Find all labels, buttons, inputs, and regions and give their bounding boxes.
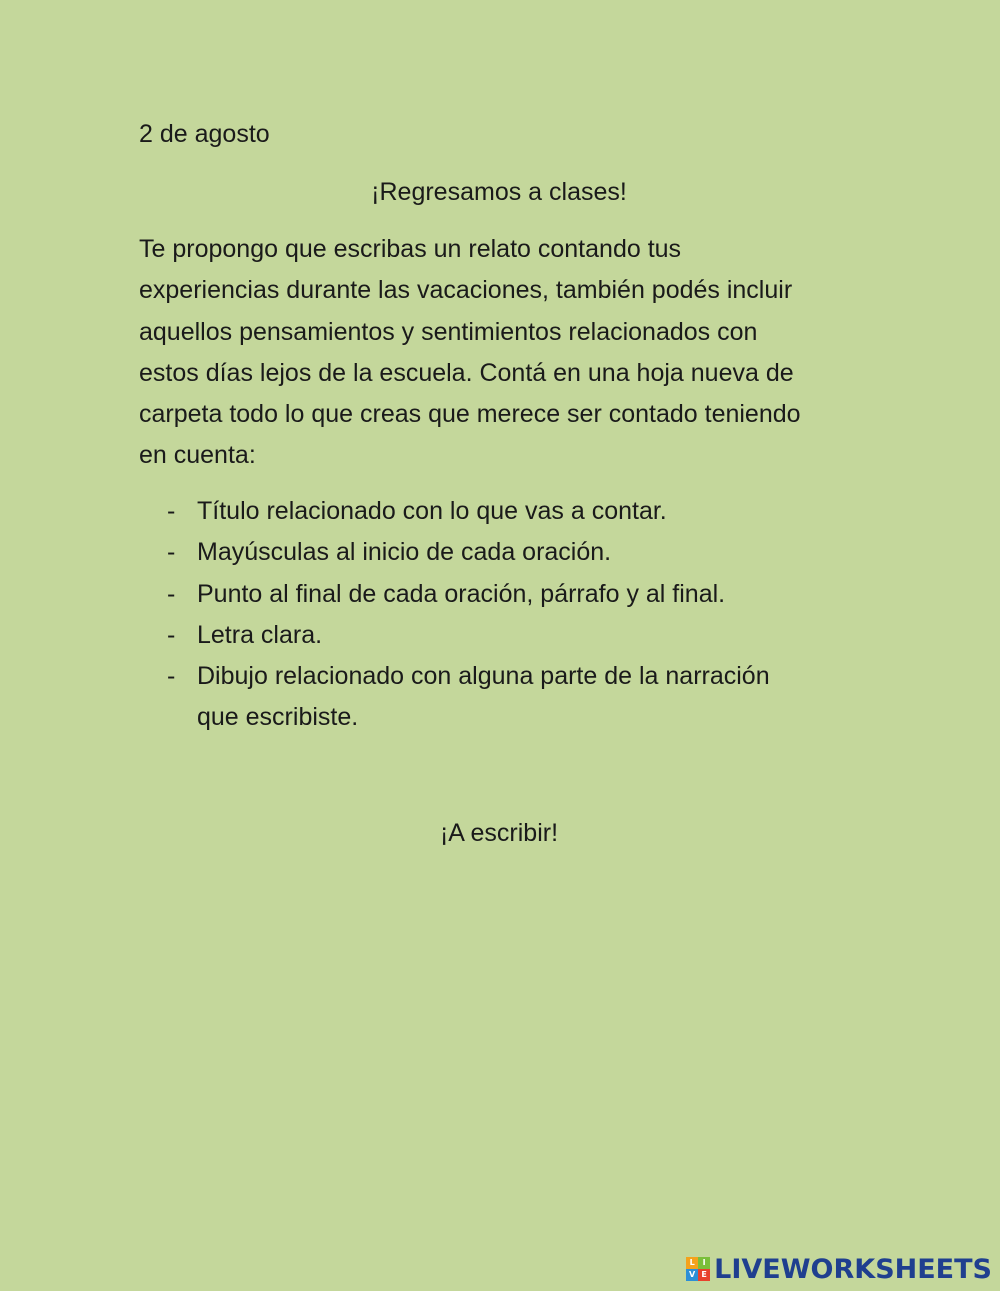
list-item — [139, 615, 839, 656]
logo-tile: I — [698, 1257, 710, 1269]
document-title: ¡Regresamos a clases! — [371, 178, 627, 206]
list-item — [139, 656, 839, 739]
list-item — [139, 574, 839, 615]
bullet-dash: - — [167, 579, 176, 608]
intro-line: en cuenta: — [139, 441, 256, 470]
bullet-dash: - — [167, 662, 176, 691]
bullet-dash: - — [167, 620, 176, 649]
logo-tile: E — [698, 1269, 710, 1281]
logo-tile: L — [686, 1257, 698, 1269]
liveworksheets-wordmark: LIVEWORKSHEETS — [714, 1253, 992, 1285]
list-item-text: Letra clara. — [197, 620, 323, 649]
intro-line: Te propongo que escribas un relato contando tus — [139, 235, 682, 263]
document-date: 2 de agosto — [139, 120, 270, 148]
intro-line: carpeta todo lo que creas que merece ser contado teniendo — [139, 400, 801, 429]
list-item-text: Título relacionado con lo que vas a contar. — [197, 497, 667, 525]
list-item-text: que escribiste. — [197, 703, 359, 732]
intro-paragraph — [139, 229, 869, 477]
list-item — [139, 491, 839, 532]
bullet-dash: - — [167, 497, 176, 525]
list-item-text: Punto al final de cada oración, párrafo y al final. — [197, 579, 726, 608]
intro-line: experiencias durante las vacaciones, también podés incluir — [139, 276, 793, 305]
intro-line: aquellos pensamientos y sentimientos relacionados con — [139, 317, 758, 346]
bullet-dash: - — [167, 538, 176, 567]
requirements-list — [139, 491, 839, 739]
intro-line: estos días lejos de la escuela. Contá en una hoja nueva de — [139, 358, 794, 387]
closing-line: ¡A escribir! — [439, 819, 559, 847]
list-item-text: Dibujo relacionado con alguna parte de la narración — [197, 662, 770, 691]
list-item — [139, 532, 839, 573]
liveworksheets-logo — [686, 1251, 992, 1287]
logo-tile: V — [686, 1269, 698, 1281]
list-item-text: Mayúsculas al inicio de cada oración. — [197, 538, 612, 567]
liveworksheets-logo-icon — [686, 1257, 710, 1281]
